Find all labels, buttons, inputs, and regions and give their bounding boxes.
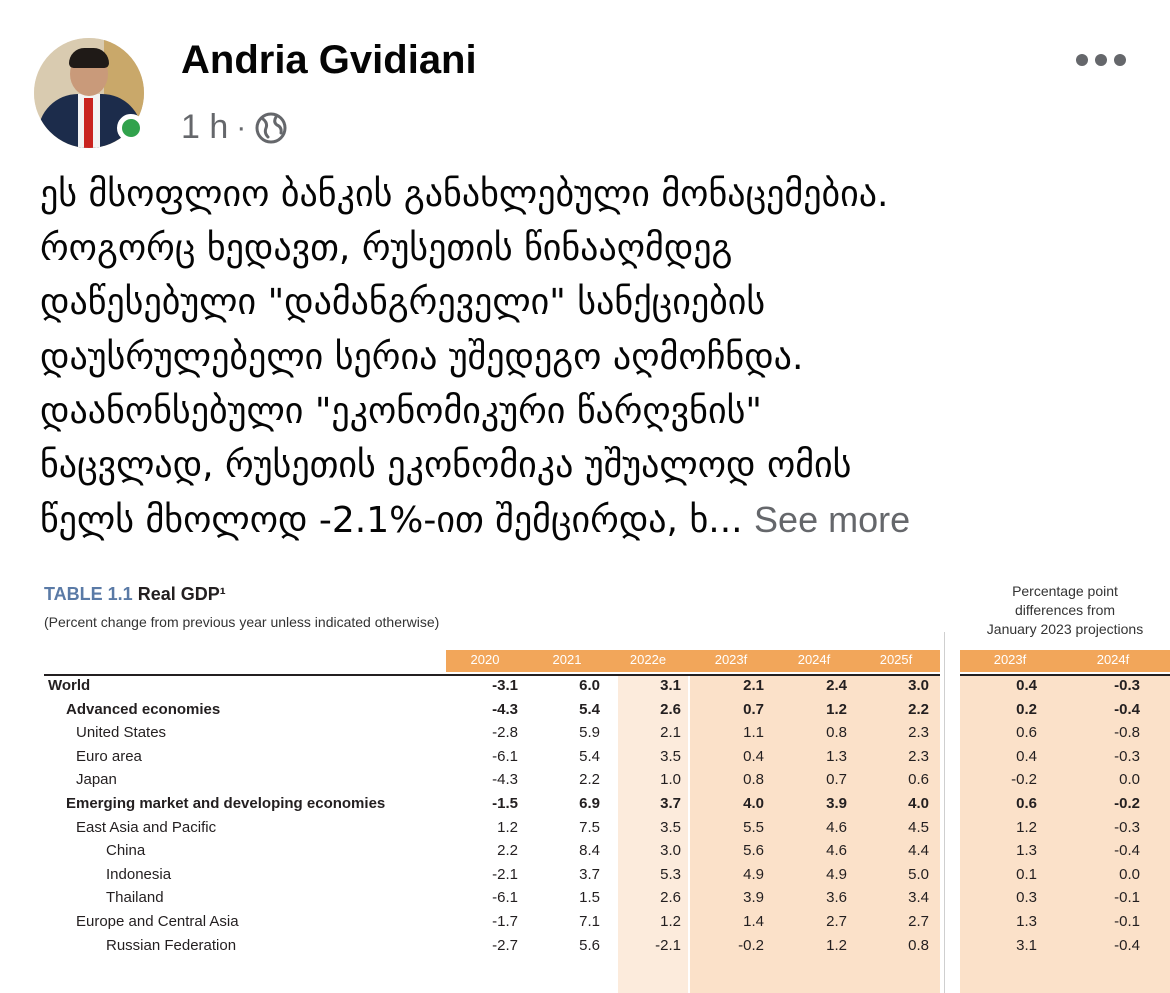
cell-value: 2.1 [743,677,764,694]
cell-value: -6.1 [492,747,518,765]
cell-value: 3.0 [908,677,929,694]
cell-value: 2.3 [908,747,929,765]
cell-value: 3.1 [660,677,681,694]
cell-value: 0.8 [908,936,929,954]
column-header: 2025f [879,652,913,667]
diff-value: 0.0 [1119,771,1140,789]
cell-value: -2.1 [492,865,518,883]
cell-value: -4.3 [492,771,518,789]
post-text-line: წელს მხოლოდ -2.1%-ით შემცირდა, ხ... [40,500,743,542]
diff-column-header: 2024f [1096,652,1130,667]
cell-value: 4.4 [908,842,929,860]
cell-value: 5.6 [579,936,600,954]
table-row [0,887,1170,910]
cell-value: -1.7 [492,913,518,930]
cell-value: 5.4 [579,700,600,718]
cell-value: 2.6 [660,889,681,907]
diff-title-line: differences from [1014,602,1116,618]
post-text-last-line [40,493,1150,548]
diff-value: -0.3 [1114,747,1140,765]
cell-value: -2.1 [655,936,681,954]
post-text-line: ეს მსოფლიო ბანკის განახლებული მონაცემებია. [40,174,889,215]
cell-value: 5.5 [743,818,764,836]
diff-value: 0.0 [1119,865,1140,883]
cell-value: 1.2 [497,818,518,836]
row-label: United States [76,724,167,742]
post-header [0,0,1170,165]
cell-value: 6.0 [579,677,600,694]
cell-value: 2.2 [908,700,929,718]
cell-value: -2.7 [492,936,518,954]
gdp-table-image[interactable] [0,572,1170,993]
diff-value: 1.3 [1016,842,1037,860]
cell-value: 4.0 [743,795,764,812]
table-subtitle: (Percent change from previous year unless indicated otherwise) [44,614,440,630]
more-options-icon[interactable] [1076,48,1136,72]
row-label: World [48,677,91,694]
cell-value: -2.8 [492,724,518,742]
diff-value: -0.3 [1114,818,1140,836]
post-text-line: დაწესებული "დამანგრეველი" სანქციების [40,282,766,324]
cell-value: 2.6 [660,700,681,718]
row-label: Russian Federation [106,936,237,954]
diff-title-line: January 2023 projections [986,621,1144,637]
cell-value: 6.9 [579,795,600,812]
cell-value: 0.8 [743,771,764,789]
diff-value: -0.8 [1114,724,1140,742]
cell-value: 2.2 [579,771,600,789]
cell-value: 0.8 [826,724,847,742]
cell-value: 1.4 [743,913,764,930]
column-header: 2023f [714,652,748,667]
cell-value: -6.1 [492,889,518,907]
row-label: Japan [76,771,117,789]
globe-icon[interactable] [254,111,288,145]
author-name[interactable]: Andria Gvidiani [181,38,477,82]
cell-value: 5.4 [579,747,600,765]
table-row [0,935,1170,958]
post-time[interactable]: 1 h [181,108,229,146]
meta-separator: · [236,110,247,144]
cell-value: 4.0 [908,795,929,812]
cell-value: -3.1 [492,677,518,694]
post-text-line: დაუსრულებელი სერია უშედეგო აღმოჩნდა. [40,336,804,378]
table-row [0,675,1170,698]
row-label: East Asia and Pacific [76,818,217,836]
row-label: Euro area [76,747,142,765]
row-label: Emerging market and developing economies [66,795,386,812]
diff-value: -0.1 [1114,913,1140,930]
table-title [44,584,226,605]
cell-value: 0.7 [826,771,847,789]
table-row [0,746,1170,769]
post-meta [181,108,288,147]
row-label: Europe and Central Asia [76,913,239,930]
diff-value: 0.6 [1016,724,1037,742]
table-row [0,817,1170,840]
cell-value: 1.0 [660,771,681,789]
diff-value: 1.2 [1016,818,1037,836]
diff-value: -0.2 [1011,771,1037,789]
row-label: Advanced economies [66,700,221,718]
table-row [0,722,1170,745]
cell-value: 4.5 [908,818,929,836]
diff-column-header: 2023f [993,652,1027,667]
table-row [0,699,1170,722]
cell-value: 3.9 [743,889,764,907]
cell-value: 1.3 [826,747,847,765]
cell-value: -1.5 [492,795,518,812]
cell-value: 1.5 [579,889,600,907]
row-label: Thailand [106,889,164,907]
row-label: Indonesia [106,865,172,883]
cell-value: 3.0 [660,842,681,860]
column-header: 2024f [797,652,831,667]
table-row [0,769,1170,792]
diff-value: 0.4 [1016,747,1037,765]
cell-value: 4.9 [826,865,847,883]
diff-value: -0.2 [1114,795,1140,812]
cell-value: 2.3 [908,724,929,742]
diff-value: -0.3 [1114,677,1140,694]
cell-value: 2.4 [826,677,847,694]
diff-value: 1.3 [1016,913,1037,930]
cell-value: 3.5 [660,818,681,836]
diff-value: -0.4 [1114,842,1140,860]
cell-value: 0.6 [908,771,929,789]
table-title-text: Real GDP¹ [137,584,226,604]
diff-value: 0.1 [1016,865,1037,883]
diff-value: 0.2 [1016,700,1037,718]
column-header: 2022e [629,652,667,667]
cell-value: 5.6 [743,842,764,860]
cell-value: 0.7 [743,700,764,718]
cell-value: 8.4 [579,842,600,860]
cell-value: 3.7 [579,865,600,883]
column-header: 2020 [470,652,500,667]
diff-value: 0.6 [1016,795,1037,812]
cell-value: 5.0 [908,865,929,883]
row-label: China [106,842,146,860]
cell-value: 1.2 [660,913,681,930]
post-text-line: დაანონსებული "ეკონომიკური წარღვნის" [40,390,762,432]
table-label: TABLE 1.1 [44,584,133,604]
cell-value: 7.5 [579,818,600,836]
table-row [0,911,1170,934]
cell-value: 3.9 [826,795,847,812]
cell-value: 4.6 [826,842,847,860]
table-row [0,793,1170,816]
cell-value: 5.3 [660,865,681,883]
cell-value: 3.7 [660,795,681,812]
cell-value: 3.6 [826,889,847,907]
post-text [40,168,1150,548]
cell-value: 1.2 [826,936,847,954]
diff-value: 0.3 [1016,889,1037,907]
cell-value: 2.7 [826,913,847,930]
column-header: 2021 [552,652,582,667]
cell-value: 1.2 [826,700,847,718]
diff-value: -0.4 [1114,700,1140,718]
diff-value: -0.1 [1114,889,1140,907]
post-text-line: როგორც ხედავთ, რუსეთის წინააღმდეგ [40,228,733,270]
diff-value: 3.1 [1016,936,1037,954]
diff-value: -0.4 [1114,936,1140,954]
diff-value: 0.4 [1016,677,1037,694]
cell-value: 3.5 [660,747,681,765]
cell-value: 1.1 [743,724,764,742]
post-text-line: ნაცვლად, რუსეთის ეკონომიკა უშუალოდ ომის [40,445,852,487]
cell-value: 7.1 [579,913,600,930]
cell-value: 2.7 [908,913,929,930]
diff-title [960,582,1170,639]
online-status-indicator [117,114,145,142]
cell-value: 4.6 [826,818,847,836]
cell-value: 2.2 [497,842,518,860]
cell-value: 4.9 [743,865,764,883]
table-row [0,840,1170,863]
cell-value: -0.2 [738,936,764,954]
cell-value: 0.4 [743,747,764,765]
diff-title-line: Percentage point [1012,583,1118,599]
see-more-link[interactable]: See more [754,499,911,541]
cell-value: 5.9 [579,724,600,742]
cell-value: 2.1 [660,724,681,742]
cell-value: -4.3 [492,700,518,718]
table-row [0,864,1170,887]
cell-value: 3.4 [908,889,929,907]
